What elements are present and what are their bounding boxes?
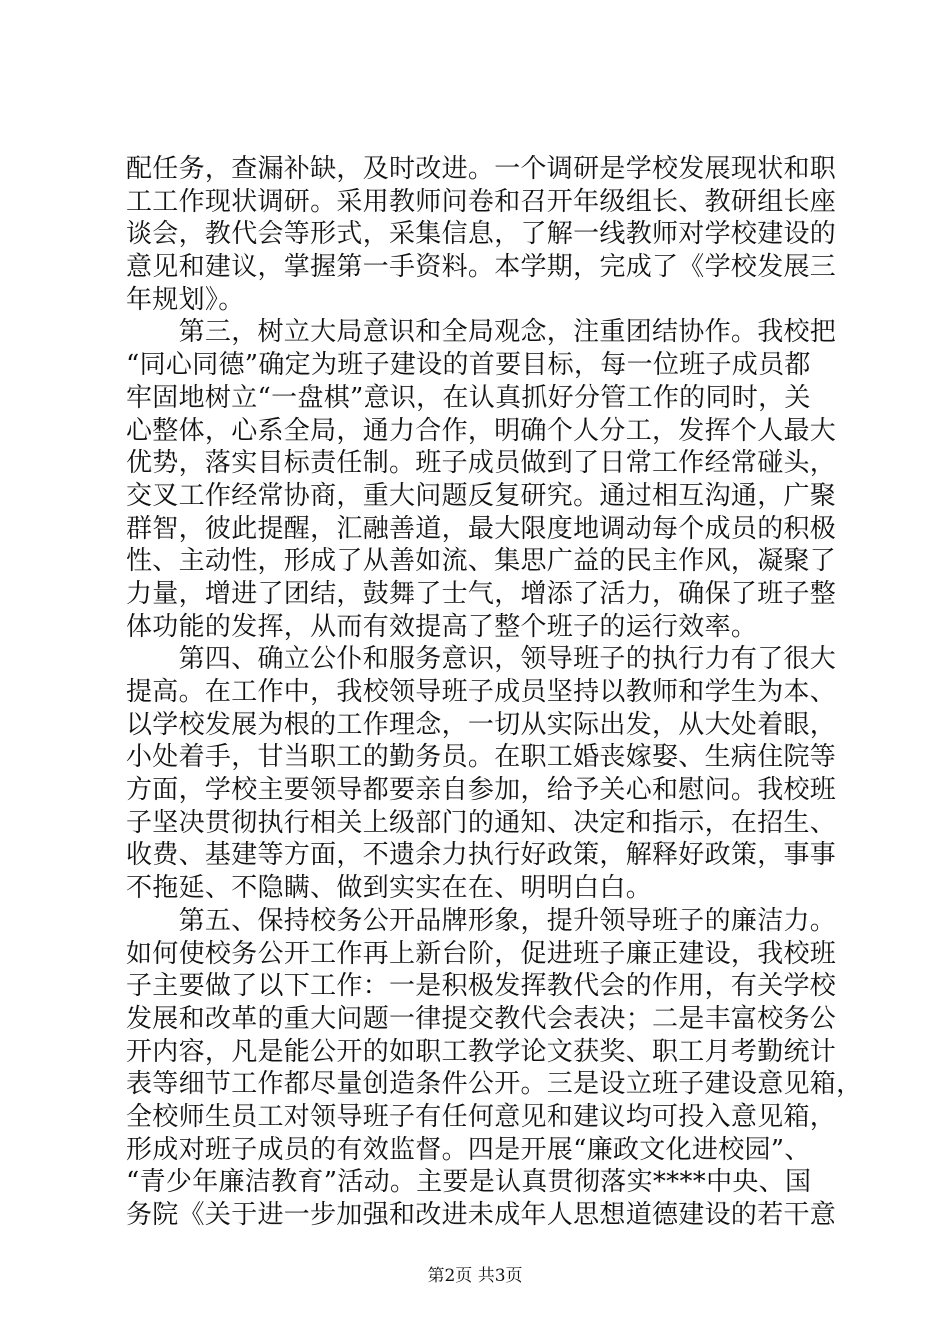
text-line: 发展和改革的重大问题一律提交教代会表决；二是丰富校务公 bbox=[126, 1003, 837, 1034]
text-line: 性、主动性，形成了从善如流、集思广益的民主作风，凝聚了 bbox=[126, 546, 837, 577]
text-line: 子坚决贯彻执行相关上级部门的通知、决定和指示，在招生、 bbox=[126, 807, 837, 838]
body-text bbox=[126, 153, 863, 1232]
text-line: 交叉工作经常协商，重大问题反复研究。通过相互沟通，广聚 bbox=[126, 480, 837, 511]
text-line: 务院《关于进一步加强和改进未成年人思想道德建设的若干意 bbox=[126, 1200, 837, 1230]
text-line: 心整体，心系全局，通力合作，明确个人分工，发挥个人最大 bbox=[126, 415, 837, 446]
text-line: 不拖延、不隐瞒、做到实实在在、明明白白。 bbox=[126, 873, 653, 904]
text-line: “青少年廉洁教育”活动。主要是认真贯彻落实****中央、国 bbox=[126, 1167, 812, 1198]
text-line: 牢固地树立“一盘棋”意识，在认真抓好分管工作的同时，关 bbox=[126, 382, 811, 413]
text-line: 以学校发展为根的工作理念，一切从实际出发，从大处着眼， bbox=[126, 709, 837, 740]
text-line: 第三，树立大局意识和全局观念，注重团结协作。我校把 bbox=[126, 317, 837, 348]
page-footer: 第2页 共3页 bbox=[427, 1266, 523, 1286]
text-line: 方面，学校主要领导都要亲自参加，给予关心和慰问。我校班 bbox=[126, 775, 837, 806]
text-line: 年规划》。 bbox=[126, 284, 245, 315]
text-line: 形成对班子成员的有效监督。四是开展“廉政文化进校园”、 bbox=[126, 1134, 811, 1165]
text-line: 第五、保持校务公开品牌形象，提升领导班子的廉洁力。 bbox=[126, 905, 837, 936]
text-line: 收费、基建等方面，不遗余力执行好政策，解释好政策，事事 bbox=[126, 840, 837, 871]
text-line: 工工作现状调研。采用教师问卷和召开年级组长、教研组长座 bbox=[126, 186, 837, 217]
text-line: 开内容，凡是能公开的如职工教学论文获奖、职工月考勤统计 bbox=[126, 1036, 837, 1067]
text-line: “同心同德”确定为班子建设的首要目标，每一位班子成员都 bbox=[126, 350, 811, 381]
text-line: 全校师生员工对领导班子有任何意见和建议均可投入意见箱， bbox=[126, 1101, 837, 1132]
text-line: 谈会，教代会等形式，采集信息，了解一线教师对学校建设的 bbox=[126, 219, 837, 250]
text-line: 群智，彼此提醒，汇融善道，最大限度地调动每个成员的积极 bbox=[126, 513, 837, 544]
text-line: 力量，增进了团结，鼓舞了士气，增添了活力，确保了班子整 bbox=[126, 578, 837, 609]
text-line: 意见和建议，掌握第一手资料。本学期，完成了《学校发展三 bbox=[126, 252, 837, 283]
text-line: 配任务，查漏补缺，及时改进。一个调研是学校发展现状和职 bbox=[126, 154, 837, 184]
text-line: 表等细节工作都尽量创造条件公开。三是设立班子建设意见箱， bbox=[126, 1069, 863, 1100]
text-line: 小处着手，甘当职工的勤务员。在职工婚丧嫁娶、生病住院等 bbox=[126, 742, 837, 773]
text-line: 子主要做了以下工作：一是积极发挥教代会的作用，有关学校 bbox=[126, 971, 837, 1002]
text-line: 体功能的发挥，从而有效提高了整个班子的运行效率。 bbox=[126, 611, 758, 642]
text-line: 提高。在工作中，我校领导班子成员坚持以教师和学生为本、 bbox=[126, 677, 837, 707]
text-line: 第四、确立公仆和服务意识，领导班子的执行力有了很大 bbox=[126, 644, 837, 675]
text-line: 如何使校务公开工作再上新台阶，促进班子廉正建设，我校班 bbox=[126, 938, 837, 969]
text-line: 优势，落实目标责任制。班子成员做到了日常工作经常碰头， bbox=[126, 448, 837, 479]
